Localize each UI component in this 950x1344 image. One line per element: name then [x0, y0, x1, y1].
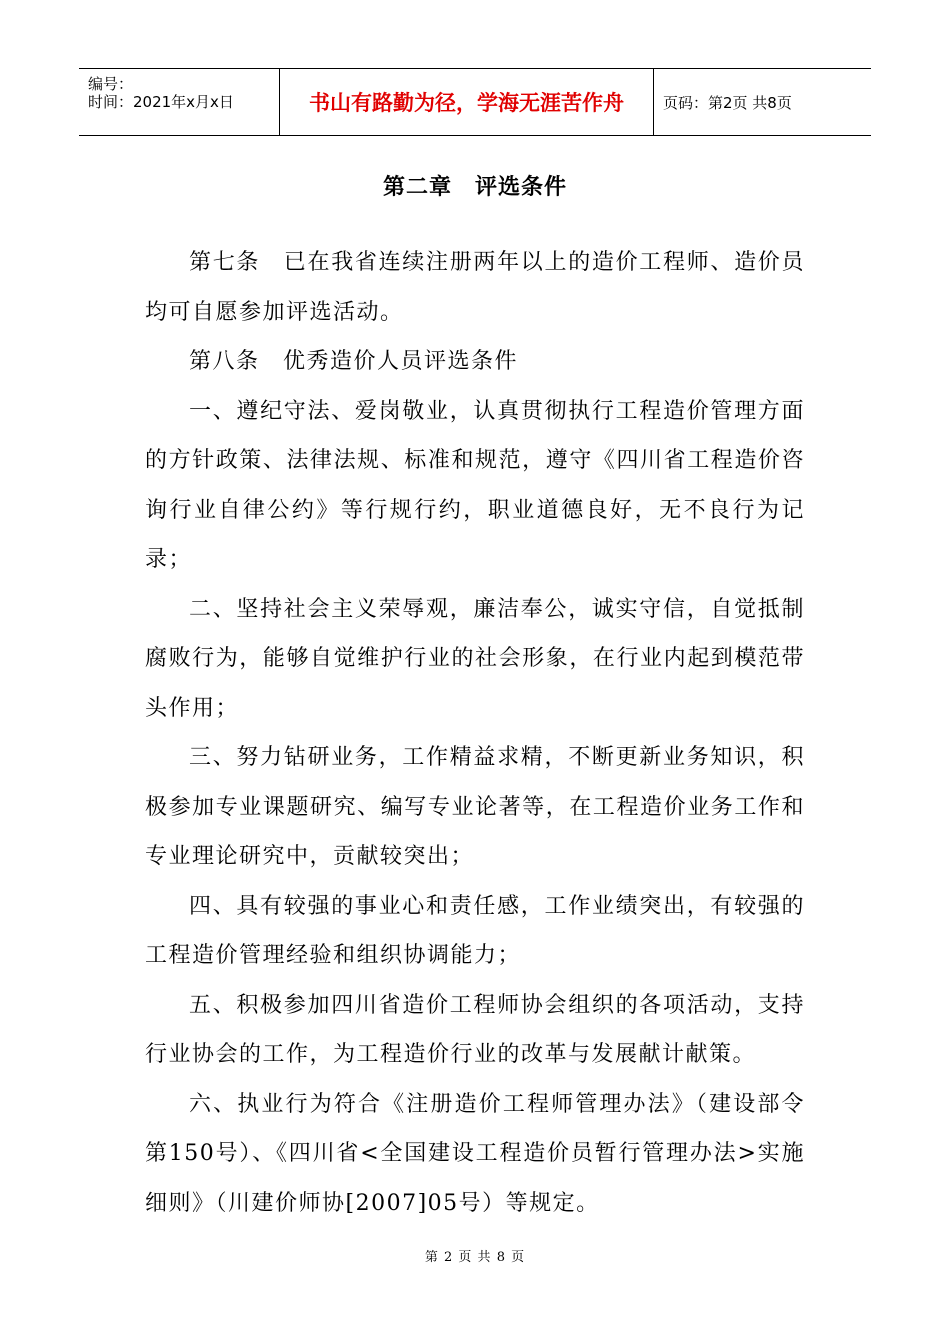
paragraph-item-5: 五、积极参加四川省造价工程师协会组织的各项活动，支持行业协会的工作，为工程造价行业的改革与发展献计献策。	[145, 992, 805, 1067]
document-time-label: 时间：2021年x月x日	[88, 93, 234, 111]
page-header	[79, 68, 871, 136]
paragraph-item-1: 一、遵纪守法、爱岗敬业，认真贯彻执行工程造价管理方面的方针政策、法律法规、标准和规范，遵守《四川省工程造价咨询行业自律公约》等行规行约，职业道德良好，无不良行为记录；	[145, 398, 805, 572]
header-meta	[79, 69, 280, 135]
page-footer: 第 2 页 共 8 页	[424, 1250, 526, 1265]
paragraph-article-7: 第七条 已在我省连续注册两年以上的造价工程师、造价员均可自愿参加评选活动。	[145, 250, 805, 325]
paragraph-item-6: 六、执业行为符合《注册造价工程师管理办法》（建设部令第150号）、《四川省<全国建设工程造价员暂行管理办法>实施细则》（川建价师协[2007]05号）等规定。	[145, 1091, 805, 1216]
document-body	[145, 238, 805, 1228]
document-number-label: 编号：	[88, 75, 134, 93]
chapter-title: 第二章 评选条件	[382, 175, 567, 200]
paragraph-item-2: 二、坚持社会主义荣辱观，廉洁奉公，诚实守信，自觉抵制腐败行为，能够自觉维护行业的社会形象，在行业内起到模范带头作用；	[145, 596, 805, 721]
paragraph-item-4: 四、具有较强的事业心和责任感，工作业绩突出，有较强的工程造价管理经验和组织协调能力；	[145, 893, 805, 968]
header-motto: 书山有路勤为径，学海无涯苦作舟	[280, 69, 654, 135]
paragraph-article-8: 第八条 优秀造价人员评选条件	[189, 349, 519, 374]
header-page-info: 页码：第2页 共8页	[663, 93, 792, 112]
paragraph-item-3: 三、努力钻研业务，工作精益求精，不断更新业务知识，积极参加专业课题研究、编写专业论著等，在工程造价业务工作和专业理论研究中，贡献较突出；	[145, 745, 805, 869]
